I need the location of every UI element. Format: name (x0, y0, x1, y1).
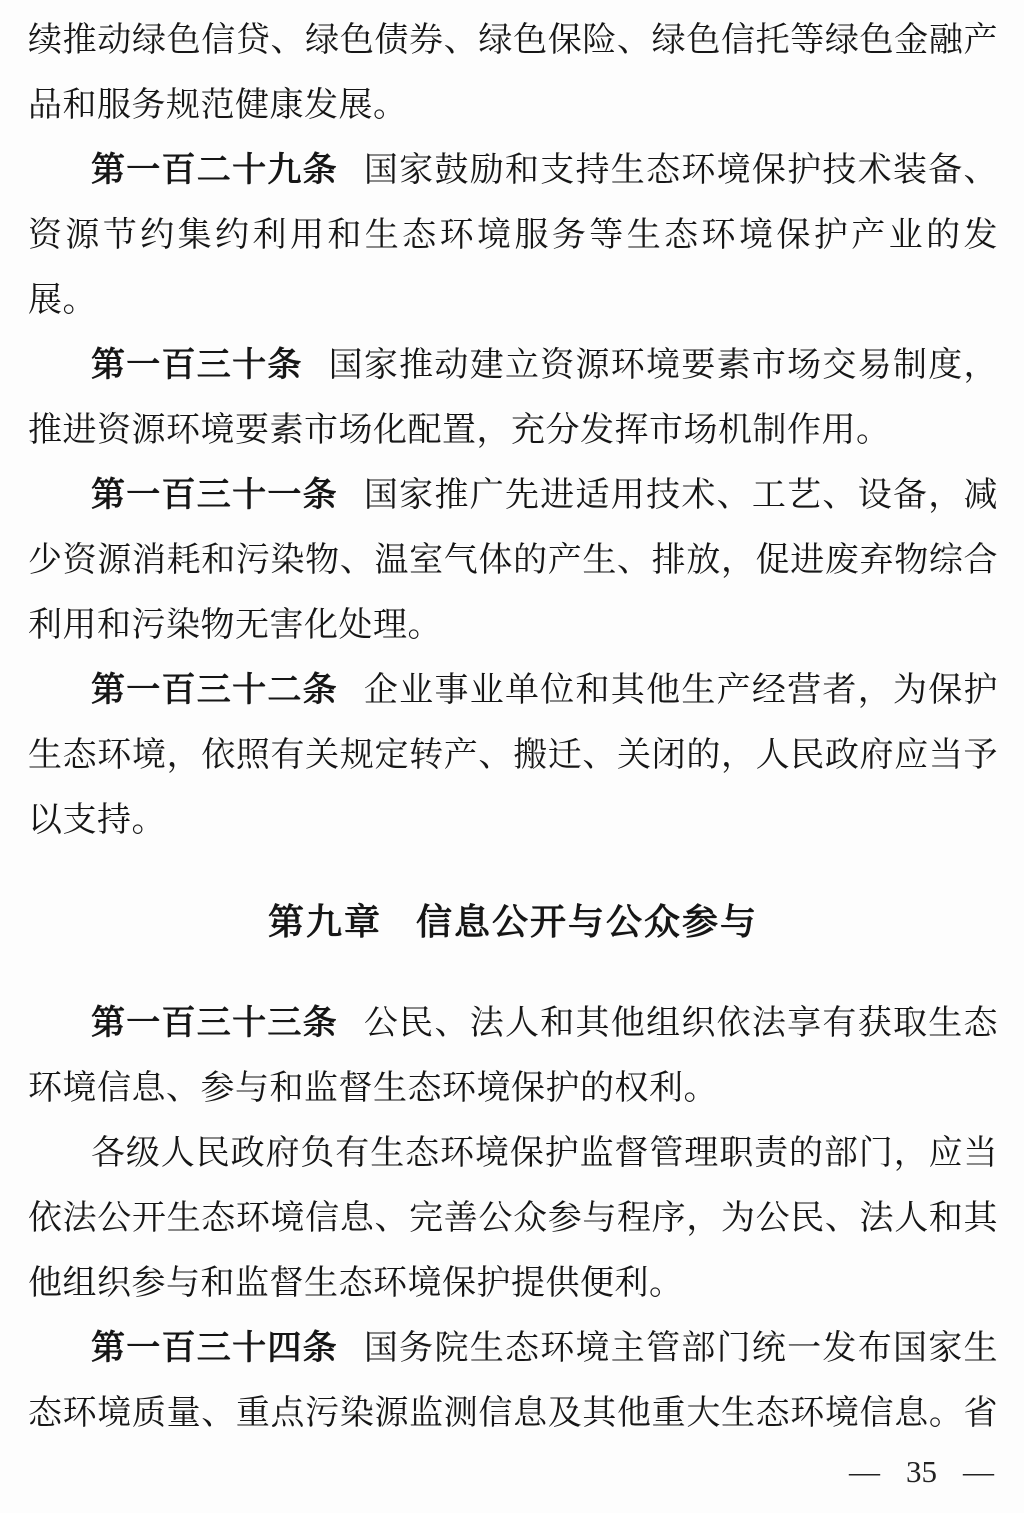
text-line (28, 73, 998, 138)
chapter-title: 信息公开与公众参与 (416, 901, 759, 942)
body-text: 国家推动建立资源环境要素市场交易制度， (328, 347, 998, 384)
text-line (28, 203, 998, 268)
body-text: 利用和污染物无害化处理。 (28, 607, 442, 644)
page-number-dash-left: — (849, 1454, 880, 1489)
body-text: 展。 (28, 282, 97, 319)
body-text: 公民、法人和其他组织依法享有获取生态 (363, 1005, 999, 1042)
text-line (28, 1056, 998, 1121)
page-number-dash-right: — (963, 1454, 994, 1489)
chapter-heading (28, 889, 998, 954)
body-text: 国务院生态环境主管部门统一发布国家生 (363, 1330, 999, 1367)
body-text: 续推动绿色信贷、绿色债券、绿色保险、绿色信托等绿色金融产 (28, 22, 998, 59)
text-line (28, 1121, 998, 1186)
text-line (28, 463, 998, 528)
body-text: 国家推广先进适用技术、工艺、设备，减 (363, 477, 999, 514)
chapter-label: 第九章 (267, 901, 382, 942)
text-line (28, 788, 998, 853)
text-line (28, 723, 998, 788)
body-text: 以支持。 (28, 802, 166, 839)
body-text: 生态环境，依照有关规定转产、搬迁、关闭的，人民政府应当予 (28, 737, 998, 774)
page-number (849, 1452, 994, 1492)
text-line (28, 1381, 998, 1446)
text-line (28, 1316, 998, 1381)
body-text: 国家鼓励和支持生态环境保护技术装备、 (363, 152, 999, 189)
text-line (28, 593, 998, 658)
text-line (28, 991, 998, 1056)
page-body-text (28, 8, 998, 1446)
body-text: 各级人民政府负有生态环境保护监督管理职责的部门，应当 (91, 1135, 998, 1172)
text-line (28, 268, 998, 333)
body-text: 品和服务规范健康发展。 (28, 87, 408, 124)
page-number-value: 35 (906, 1454, 937, 1489)
body-text: 环境信息、参与和监督生态环境保护的权利。 (28, 1070, 718, 1107)
article-number: 第一百三十一条 (91, 476, 338, 514)
body-text: 态环境质量、重点污染源监测信息及其他重大生态环境信息。省 (28, 1395, 998, 1432)
body-text: 他组织参与和监督生态环境保护提供便利。 (28, 1265, 684, 1302)
text-line (28, 138, 998, 203)
article-number: 第一百三十四条 (91, 1329, 338, 1367)
body-text: 企业事业单位和其他生产经营者，为保护 (363, 672, 999, 709)
text-line (28, 8, 998, 73)
article-number: 第一百二十九条 (91, 151, 338, 189)
text-line (28, 398, 998, 463)
text-line (28, 528, 998, 593)
text-line (28, 1186, 998, 1251)
article-number: 第一百三十条 (91, 346, 303, 384)
article-number: 第一百三十二条 (91, 671, 338, 709)
text-line (28, 1251, 998, 1316)
body-text: 推进资源环境要素市场化配置，充分发挥市场机制作用。 (28, 412, 891, 449)
body-text: 少资源消耗和污染物、温室气体的产生、排放，促进废弃物综合 (28, 542, 998, 579)
body-text: 依法公开生态环境信息、完善公众参与程序，为公民、法人和其 (28, 1200, 998, 1237)
article-number: 第一百三十三条 (91, 1004, 338, 1042)
text-line (28, 333, 998, 398)
text-line (28, 658, 998, 723)
body-text: 资源节约集约利用和生态环境服务等生态环境保护产业的发 (28, 217, 998, 254)
